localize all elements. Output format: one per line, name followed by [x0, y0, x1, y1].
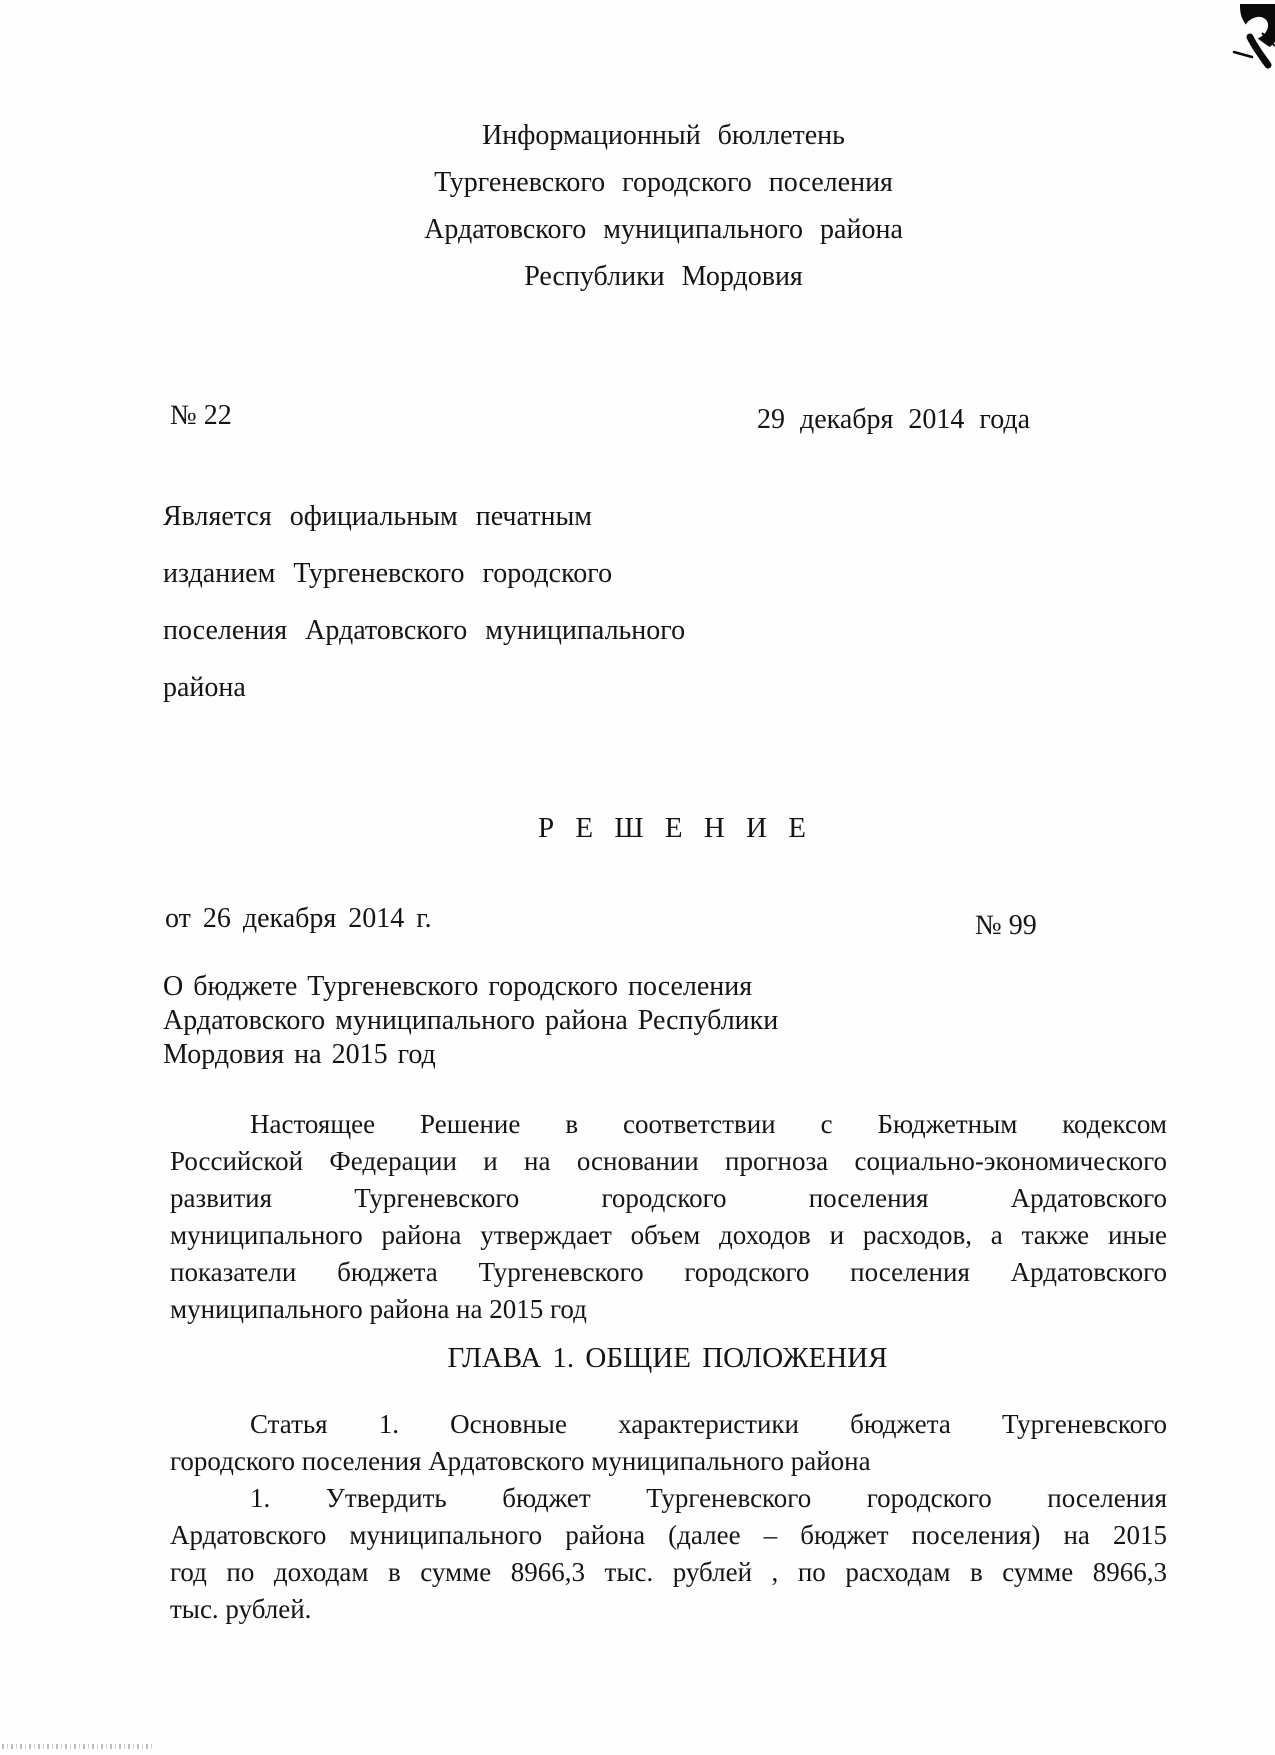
decision-heading: Р Е Ш Е Н И Е — [538, 812, 813, 844]
scanner-noise-strip — [2, 1744, 152, 1749]
official-note-line-1: Является официальным печатным — [163, 501, 592, 532]
bulletin-issue-date: 29 декабря 2014 года — [757, 404, 1031, 435]
chapter-1-heading: ГЛАВА 1. ОБЩИЕ ПОЛОЖЕНИЯ — [447, 1342, 888, 1374]
article1-line-2: городского поселения Ардатовского муниципального района — [170, 1446, 871, 1476]
article1-line-4: Ардатовского муниципального района (далее – бюджет поселения) на 2015 — [170, 1520, 1167, 1550]
official-note-line-2: изданием Тургеневского городского — [163, 558, 613, 589]
preamble-paragraph — [170, 1106, 1167, 1328]
preamble-line-5: показатели бюджета Тургеневского городского поселения Ардатовского — [170, 1257, 1167, 1287]
decision-number: № 99 — [975, 910, 1037, 941]
masthead-line-3: Ардатовского муниципального района — [424, 214, 903, 245]
preamble-line-6: муниципального района на 2015 год — [170, 1294, 587, 1324]
decision-subject — [163, 970, 778, 1072]
preamble-line-3: развития Тургеневского городского поселения Ардатовского — [170, 1183, 1167, 1213]
official-note-line-3: поселения Ардатовского муниципального — [163, 615, 686, 646]
masthead-line-1: Информационный бюллетень — [482, 120, 845, 151]
article1-line-5: год по доходам в сумме 8966,3 тыс. рублей , по расходам в сумме 8966,3 — [170, 1557, 1167, 1587]
decision-date: от 26 декабря 2014 г. — [165, 903, 432, 934]
preamble-line-1: Настоящее Решение в соответствии с Бюджетным кодексом — [250, 1109, 1167, 1139]
article1-line-1: Статья 1. Основные характеристики бюджета Тургеневского — [250, 1409, 1167, 1439]
official-publication-note — [163, 488, 685, 716]
preamble-line-2: Российской Федерации и на основании прогноза социально-экономического — [170, 1146, 1167, 1176]
masthead-line-2: Тургеневского городского поселения — [434, 167, 893, 198]
article-1-paragraph — [170, 1406, 1167, 1628]
article1-line-3: 1. Утвердить бюджет Тургеневского городского поселения — [250, 1483, 1167, 1513]
official-note-line-4: района — [163, 672, 246, 703]
page-corner-ink-blot-icon — [1190, 0, 1275, 105]
masthead-line-4: Республики Мордовия — [524, 261, 803, 292]
subject-line-1: О бюджете Тургеневского городского поселения — [163, 971, 753, 1002]
preamble-line-4: муниципального района утверждает объем доходов и расходов, а также иные — [170, 1220, 1167, 1250]
masthead — [0, 112, 1275, 300]
subject-line-3: Мордовия на 2015 год — [163, 1039, 436, 1070]
article1-line-6: тыс. рублей. — [170, 1594, 312, 1624]
subject-line-2: Ардатовского муниципального района Республики — [163, 1005, 779, 1036]
bulletin-issue-number: № 22 — [170, 400, 232, 431]
